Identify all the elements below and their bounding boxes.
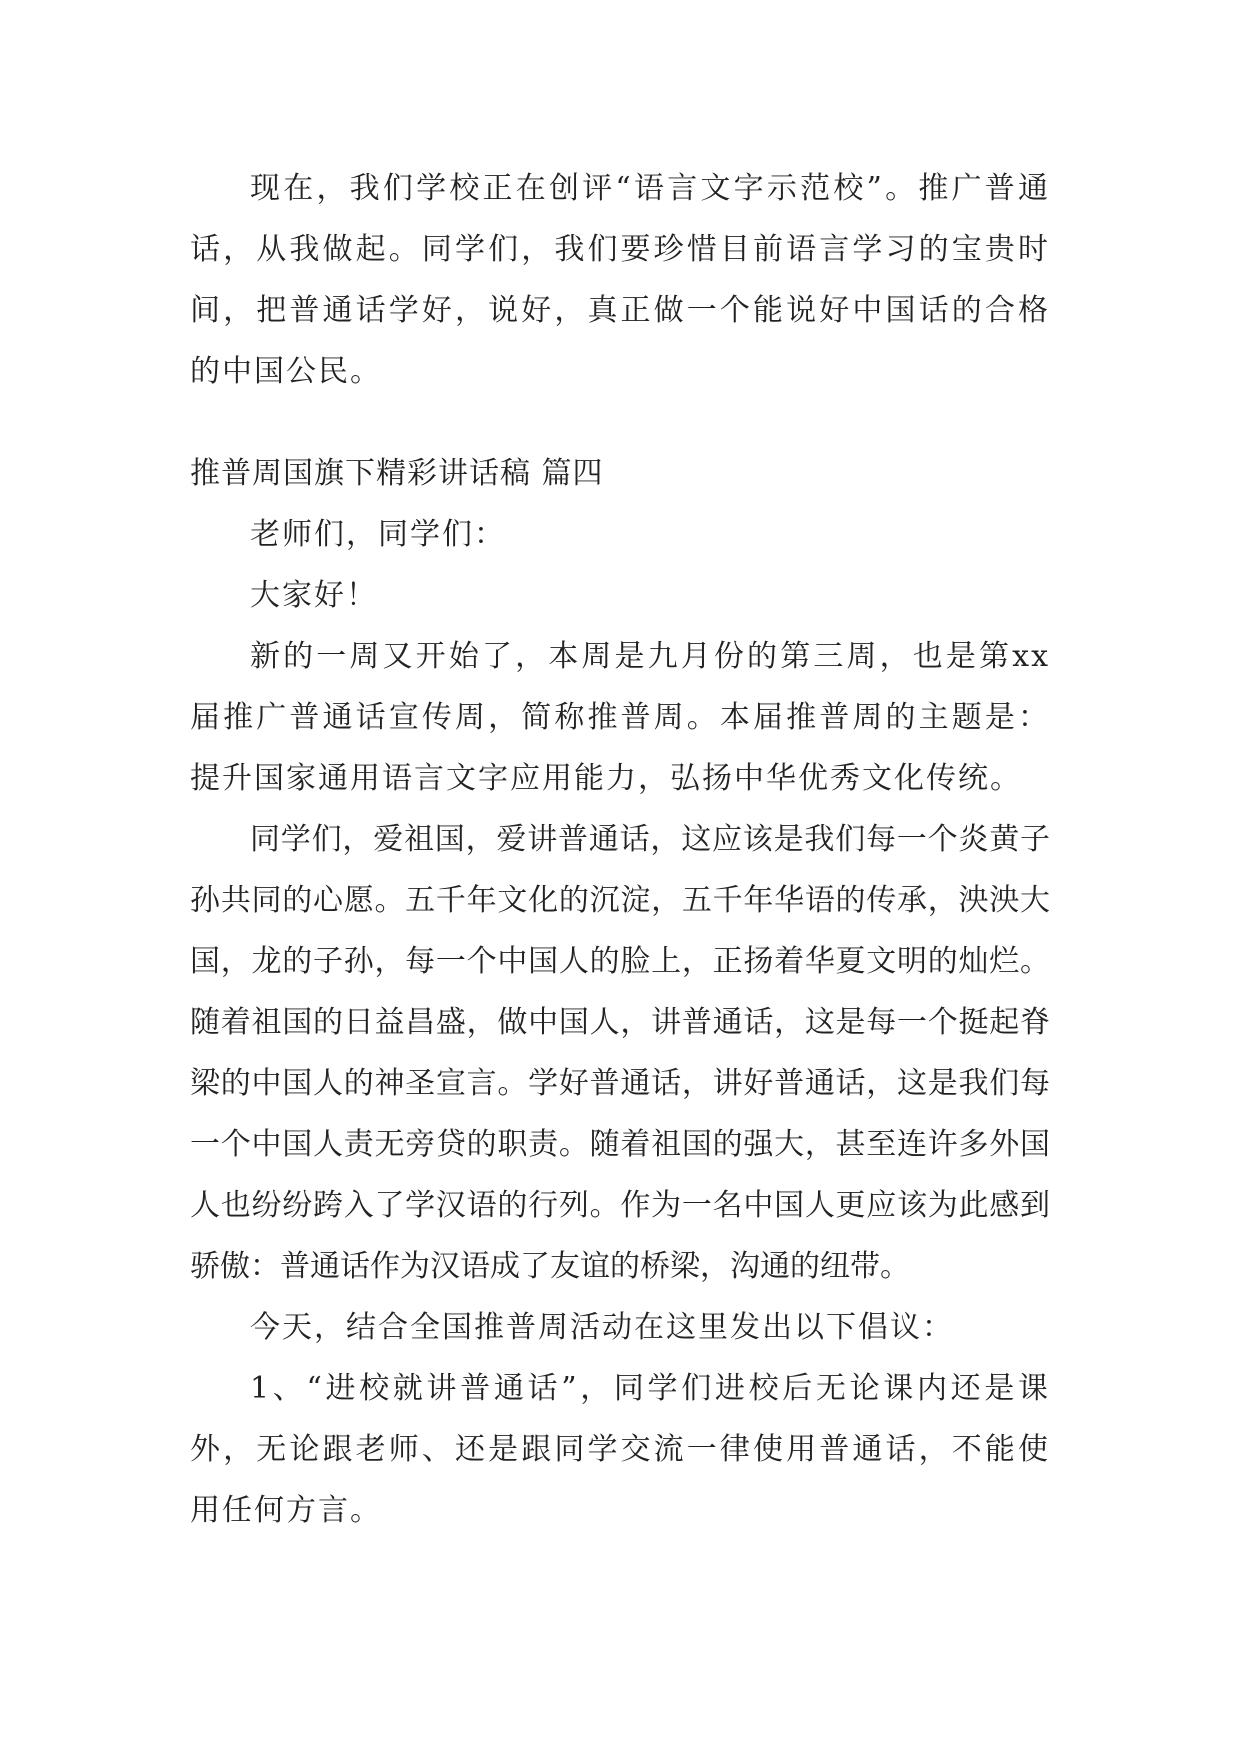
paragraph-love-mandarin: 同学们，爱祖国，爱讲普通话，这应该是我们每一个炎黄子孙共同的心愿。五千年文化的沉淀，五千年华语的传承，泱泱大国，龙的子孙，每一个中国人的脸上，正扬着华夏文明的灿烂。随着祖国的日益昌盛，做中国人，讲普通话，这是每一个挺起脊梁的中国人的神圣宣言。学好普通话，讲好普通话，这是我们每一个中国人责无旁贷的职责。随着祖国的强大，甚至连许多外国人也纷纷跨入了学汉语的行列。作为一名中国人更应该为此感到骄傲：普通话作为汉语成了友谊的桥梁，沟通的纽带。 [190, 822, 1050, 1284]
section-heading: 推普周国旗下精彩讲话稿 篇四 [190, 456, 604, 491]
greeting-line: 老师们，同学们： [250, 517, 506, 552]
hello-line: 大家好！ [250, 578, 378, 613]
intro-paragraph: 现在，我们学校正在创评“语言文字示范校”。推广普通话，从我做起。同学们，我们要珍惜目前语言学习的宝贵时间，把普通话学好，说好，真正做一个能说好中国话的合格的中国公民。 [190, 171, 1050, 389]
paragraph-proposal-intro: 今天，结合全国推普周活动在这里发出以下倡议： [250, 1310, 954, 1345]
document-body [190, 158, 1050, 1541]
paragraph-proposal-1: 1、“进校就讲普通话”，同学们进校后无论课内还是课外，无论跟老师、还是跟同学交流一律使用普通话，不能使用任何方言。 [190, 1371, 1050, 1528]
paragraph-week-theme: 新的一周又开始了，本周是九月份的第三周，也是第xx届推广普通话宣传周，简称推普周。本届推普周的主题是：提升国家通用语言文字应用能力，弘扬中华优秀文化传统。 [190, 639, 1050, 796]
